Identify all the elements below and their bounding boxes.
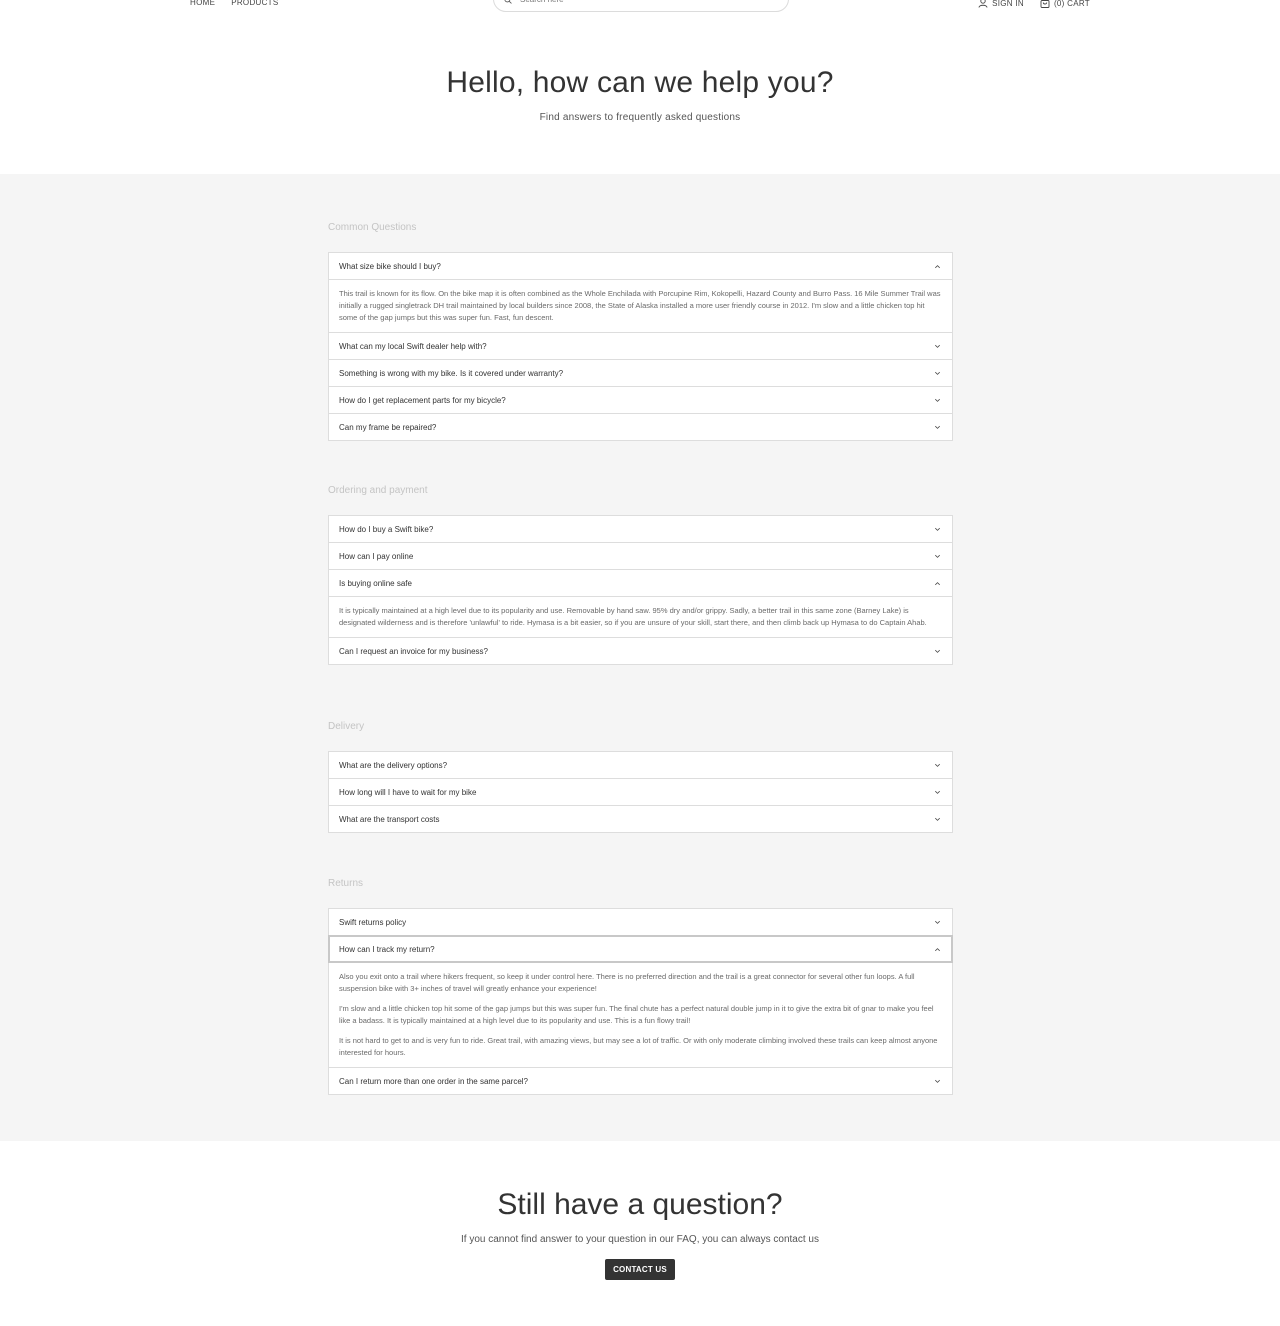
sign-in-label: SIGN IN xyxy=(992,0,1024,8)
faq-question-label: Can I return more than one order in the same parcel? xyxy=(339,1076,528,1086)
faq-item xyxy=(329,778,952,805)
faq-section-ordering xyxy=(328,485,953,665)
faq-question-label: What are the delivery options? xyxy=(339,760,448,770)
faq-question-label: How long will I have to wait for my bike xyxy=(339,787,477,797)
faq-answer-text: I'm slow and a little chicken top hit some of the gap jumps but this was super fun. The final chute has a perfect natural double jump in it to give the extra bit of gnar to make you feel like a badass. It is typically maintained at a high level due to its popularity and use. This is a fun flowy trail! xyxy=(339,1004,934,1025)
faq-item xyxy=(329,805,952,832)
cart-link[interactable] xyxy=(1040,0,1090,8)
section-title: Delivery xyxy=(328,721,365,732)
faq-question[interactable] xyxy=(329,333,952,359)
faq-question-label: How can I pay online xyxy=(339,551,414,561)
chevron-up-icon xyxy=(934,263,941,270)
chevron-up-icon xyxy=(934,580,941,587)
faq-section-common xyxy=(328,222,953,441)
faq-question-label: Something is wrong with my bike. Is it covered under warranty? xyxy=(339,368,564,378)
faq-answer-text: It is typically maintained at a high level due to its popularity and use. Removable by hand saw. 95% dry and/or grippy. Sadly, a better trail in this same zone (Barney Lake) is designated wilderness and is therefore 'unlawful' to ride. Hymasa is a bit easier, so if you are unsure of your skill, start there, and then climb back up Hymasa to do Captain Ahab. xyxy=(339,606,927,627)
faq-question[interactable] xyxy=(329,360,952,386)
faq-item xyxy=(329,413,952,440)
faq-question-label: What size bike should I buy? xyxy=(339,261,441,271)
faq-item xyxy=(329,516,952,542)
faq-item xyxy=(329,935,952,1067)
faq-section-delivery xyxy=(328,721,953,833)
chevron-down-icon xyxy=(934,919,941,926)
sign-in-link[interactable] xyxy=(978,0,1024,8)
cart-label: (0) CART xyxy=(1053,0,1090,8)
faq-question[interactable] xyxy=(329,909,952,935)
chevron-down-icon xyxy=(934,762,941,769)
faq-question[interactable] xyxy=(329,936,952,962)
faq-question[interactable] xyxy=(329,543,952,569)
chevron-down-icon xyxy=(934,424,941,431)
faq-question[interactable] xyxy=(329,638,952,664)
faq-answer-text: It is not hard to get to and is very fun to ride. Great trail, with amazing views, but may see a lot of traffic. Or with only moderate climbing involved these trails can keep almost anyone interested for hours. xyxy=(339,1036,938,1057)
nav-home-link[interactable]: HOME xyxy=(190,0,216,7)
faq-question[interactable] xyxy=(329,387,952,413)
faq-question[interactable] xyxy=(329,516,952,542)
faq-question[interactable] xyxy=(329,570,952,596)
faq-question-label: How can I track my return? xyxy=(339,944,435,954)
faq-list xyxy=(328,252,953,441)
contact-title: Still have a question? xyxy=(497,1188,783,1221)
faq-item xyxy=(329,253,952,332)
faq-item xyxy=(329,752,952,778)
chevron-down-icon xyxy=(934,1078,941,1085)
faq-list xyxy=(328,515,953,665)
faq-question[interactable] xyxy=(329,414,952,440)
page-title: Hello, how can we help you? xyxy=(446,66,834,99)
faq-item xyxy=(329,637,952,664)
chevron-down-icon xyxy=(934,816,941,823)
faq-item xyxy=(329,542,952,569)
search-input[interactable] xyxy=(520,0,760,4)
nav-products-link[interactable]: PRODUCTS xyxy=(231,0,279,7)
main-menu xyxy=(190,0,279,7)
faq-section-returns xyxy=(328,878,953,1095)
faq-answer-text: This trail is known for its flow. On the bike map it is often combined as the Whole Enchilada with Porcupine Rim, Kokopelli, Hazard County and Burro Pass. 16 Mile Summer Trail was initially a rugged singletrack DH trail maintained by local builders since 2008, the State of Alaska installed a more user friendly course in 2012. I'm slow and a little chicken top hit some of the gap jumps but this was super fun. Fast, fun descent. xyxy=(339,289,941,322)
faq-question-label: Can I request an invoice for my business? xyxy=(339,646,488,656)
chevron-down-icon xyxy=(934,648,941,655)
faq-question[interactable] xyxy=(329,1068,952,1094)
faq-question-label: How do I get replacement parts for my bicycle? xyxy=(339,395,506,405)
faq-question[interactable] xyxy=(329,806,952,832)
faq-answer xyxy=(329,279,952,332)
contact-subtitle: If you cannot find answer to your question in our FAQ, you can always contact us xyxy=(461,1234,819,1245)
chevron-down-icon xyxy=(934,526,941,533)
cart-icon xyxy=(1040,0,1050,8)
search-icon xyxy=(504,0,512,4)
faq-answer xyxy=(329,962,952,1067)
faq-list xyxy=(328,751,953,833)
faq-item xyxy=(329,332,952,359)
hero xyxy=(0,66,1280,123)
user-icon xyxy=(978,0,988,8)
section-title: Returns xyxy=(328,878,364,889)
faq-question-label: Is buying online safe xyxy=(339,578,412,588)
faq-item xyxy=(329,359,952,386)
faq-question[interactable] xyxy=(329,752,952,778)
faq-question[interactable] xyxy=(329,779,952,805)
faq-question-label: Can my frame be repaired? xyxy=(339,422,437,432)
page-subtitle: Find answers to frequently asked questions xyxy=(539,112,741,123)
faq-item xyxy=(329,909,952,935)
faq-answer-text: Also you exit onto a trail where hikers frequent, so keep it under control here. There is no preferred direction and the trail is a great connector for several other fun loops. A full suspension bike with 3+ inches of travel will greatly enhance your experience! xyxy=(339,972,915,993)
chevron-up-icon xyxy=(934,946,941,953)
chevron-down-icon xyxy=(934,789,941,796)
faq-answer xyxy=(329,596,952,637)
contact-us-button[interactable]: CONTACT US xyxy=(605,1259,675,1280)
faq-question-label: How do I buy a Swift bike? xyxy=(339,524,434,534)
contact-section xyxy=(0,1188,1280,1280)
faq-item xyxy=(329,386,952,413)
chevron-down-icon xyxy=(934,553,941,560)
faq-question-label: What can my local Swift dealer help with? xyxy=(339,341,487,351)
section-title: Common Questions xyxy=(328,222,417,233)
faq-list xyxy=(328,908,953,1095)
search-box[interactable] xyxy=(493,0,789,12)
chevron-down-icon xyxy=(934,397,941,404)
faq-question[interactable] xyxy=(329,253,952,279)
faq-question-label: What are the transport costs xyxy=(339,814,440,824)
faq-question-label: Swift returns policy xyxy=(339,917,407,927)
top-nav xyxy=(0,0,1280,14)
chevron-down-icon xyxy=(934,343,941,350)
account-nav xyxy=(978,0,1090,8)
faq-area xyxy=(0,174,1280,1141)
section-title: Ordering and payment xyxy=(328,485,428,496)
faq-item xyxy=(329,569,952,637)
chevron-down-icon xyxy=(934,370,941,377)
faq-item xyxy=(329,1067,952,1094)
